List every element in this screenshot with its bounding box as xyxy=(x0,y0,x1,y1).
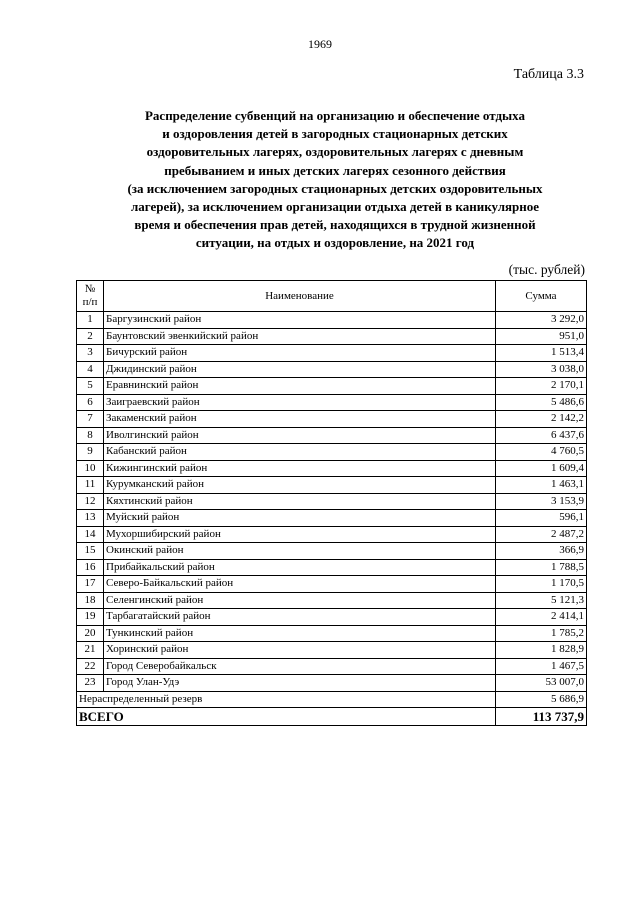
row-name: Мухоршибирский район xyxy=(104,526,496,543)
row-num: 4 xyxy=(77,361,104,378)
row-num: 15 xyxy=(77,543,104,560)
table-row xyxy=(77,444,587,461)
row-name: Курумканский район xyxy=(104,477,496,494)
row-num: 14 xyxy=(77,526,104,543)
row-num: 11 xyxy=(77,477,104,494)
row-sum: 4 760,5 xyxy=(496,444,587,461)
row-num: 10 xyxy=(77,460,104,477)
page-number: 1969 xyxy=(308,37,332,51)
row-sum: 2 142,2 xyxy=(496,411,587,428)
row-name: Город Северобайкальск xyxy=(104,658,496,675)
reserve-sum: 5 686,9 xyxy=(496,691,587,708)
row-name: Окинский район xyxy=(104,543,496,560)
reserve-name: Нераспределенный резерв xyxy=(77,691,496,708)
row-name: Город Улан-Удэ xyxy=(104,675,496,692)
document-title xyxy=(80,107,590,253)
table-row xyxy=(77,675,587,692)
row-name: Тарбагатайский район xyxy=(104,609,496,626)
subvention-table xyxy=(76,280,587,726)
table-label: Таблица 3.3 xyxy=(513,67,584,82)
row-sum: 1 609,4 xyxy=(496,460,587,477)
row-name: Еравнинский район xyxy=(104,378,496,395)
row-sum: 1 513,4 xyxy=(496,345,587,362)
table-row xyxy=(77,477,587,494)
row-num: 9 xyxy=(77,444,104,461)
row-num: 3 xyxy=(77,345,104,362)
row-num: 12 xyxy=(77,493,104,510)
row-sum: 1 467,5 xyxy=(496,658,587,675)
row-name: Селенгинский район xyxy=(104,592,496,609)
table-row xyxy=(77,378,587,395)
row-name: Муйский район xyxy=(104,510,496,527)
table-row xyxy=(77,427,587,444)
row-sum: 6 437,6 xyxy=(496,427,587,444)
row-name: Баргузинский район xyxy=(104,312,496,329)
table-row xyxy=(77,625,587,642)
total-sum: 113 737,9 xyxy=(496,708,587,726)
row-name: Заиграевский район xyxy=(104,394,496,411)
title-line: (за исключением загородных стационарных детских оздоровительных xyxy=(127,180,543,196)
row-num: 18 xyxy=(77,592,104,609)
total-name: ВСЕГО xyxy=(77,708,496,726)
row-name: Прибайкальский район xyxy=(104,559,496,576)
row-sum: 53 007,0 xyxy=(496,675,587,692)
title-line: Распределение субвенций на организацию и обеспечение отдыха xyxy=(144,108,525,123)
table-row xyxy=(77,543,587,560)
table-row xyxy=(77,576,587,593)
row-num: 7 xyxy=(77,411,104,428)
header-num xyxy=(77,281,104,312)
row-name: Баунтовский эвенкийский район xyxy=(104,328,496,345)
row-num: 19 xyxy=(77,609,104,626)
header-num-line1: № xyxy=(84,283,96,295)
table-row xyxy=(77,592,587,609)
row-sum: 3 038,0 xyxy=(496,361,587,378)
row-sum: 5 486,6 xyxy=(496,394,587,411)
title-line: оздоровительных лагерях, оздоровительных лагерях с дневным xyxy=(146,144,524,160)
header-sum: Сумма xyxy=(496,281,587,312)
table-row xyxy=(77,510,587,527)
row-num: 13 xyxy=(77,510,104,527)
row-name: Кяхтинский район xyxy=(104,493,496,510)
row-name: Кабанский район xyxy=(104,444,496,461)
table-row xyxy=(77,658,587,675)
table-row xyxy=(77,642,587,659)
row-sum: 596,1 xyxy=(496,510,587,527)
table-row xyxy=(77,394,587,411)
title-line: пребыванием и иных детских лагерях сезонного действия xyxy=(164,162,506,178)
table-row xyxy=(77,361,587,378)
row-num: 2 xyxy=(77,328,104,345)
row-sum: 1 463,1 xyxy=(496,477,587,494)
row-num: 5 xyxy=(77,378,104,395)
row-sum: 2 414,1 xyxy=(496,609,587,626)
row-sum: 1 170,5 xyxy=(496,576,587,593)
row-name: Джидинский район xyxy=(104,361,496,378)
row-num: 17 xyxy=(77,576,104,593)
row-name: Закаменский район xyxy=(104,411,496,428)
row-num: 6 xyxy=(77,394,104,411)
row-num: 22 xyxy=(77,658,104,675)
row-name: Тункинский район xyxy=(104,625,496,642)
title-line: лагерей), за исключением организации отдыха детей в каникулярное xyxy=(130,199,540,215)
units-label: (тыс. рублей) xyxy=(508,262,585,277)
reserve-row xyxy=(77,691,587,708)
row-sum: 2 170,1 xyxy=(496,378,587,395)
title-line: время и обеспечения прав детей, находящихся в трудной жизненной xyxy=(134,217,536,233)
row-sum: 951,0 xyxy=(496,328,587,345)
table-row xyxy=(77,559,587,576)
row-num: 20 xyxy=(77,625,104,642)
row-sum: 1 785,2 xyxy=(496,625,587,642)
total-row xyxy=(77,708,587,726)
row-name: Иволгинский район xyxy=(104,427,496,444)
row-sum: 2 487,2 xyxy=(496,526,587,543)
table-row xyxy=(77,328,587,345)
row-name: Хоринский район xyxy=(104,642,496,659)
table-row xyxy=(77,609,587,626)
row-name: Северо-Байкальский район xyxy=(104,576,496,593)
table-header-row xyxy=(77,281,587,312)
table-row xyxy=(77,493,587,510)
row-sum: 3 292,0 xyxy=(496,312,587,329)
row-sum: 1 828,9 xyxy=(496,642,587,659)
table-row xyxy=(77,526,587,543)
row-sum: 3 153,9 xyxy=(496,493,587,510)
row-sum: 1 788,5 xyxy=(496,559,587,576)
row-num: 23 xyxy=(77,675,104,692)
row-num: 1 xyxy=(77,312,104,329)
row-sum: 366,9 xyxy=(496,543,587,560)
row-name: Кижингинский район xyxy=(104,460,496,477)
row-name: Бичурский район xyxy=(104,345,496,362)
row-num: 8 xyxy=(77,427,104,444)
table-row xyxy=(77,345,587,362)
table-row xyxy=(77,460,587,477)
table-row xyxy=(77,312,587,329)
table-row xyxy=(77,411,587,428)
row-num: 16 xyxy=(77,559,104,576)
title-line: ситуации, на отдых и оздоровление, на 2021 год xyxy=(195,235,475,251)
row-num: 21 xyxy=(77,642,104,659)
title-line: и оздоровления детей в загородных стационарных детских xyxy=(162,126,508,142)
header-num-line2: п/п xyxy=(82,296,98,308)
header-name: Наименование xyxy=(104,281,496,312)
row-sum: 5 121,3 xyxy=(496,592,587,609)
